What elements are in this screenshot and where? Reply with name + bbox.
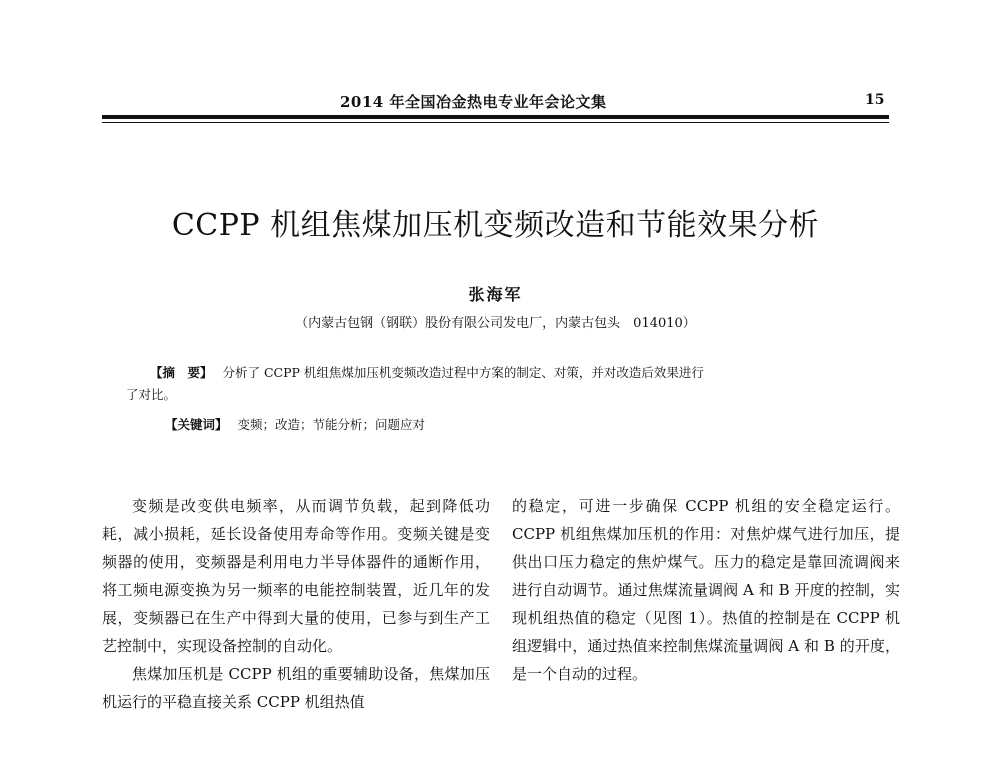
body-paragraph: 变频是改变供电频率，从而调节负载，起到降低功耗，减小损耗，延长设备使用寿命等作用。变频关键是变频器的使用，变频器是利用电力半导体器件的通断作用，将工频电源变换为另一频率的电能控制装置，近几年的发展，变频器已在生产中得到大量的使用，已参与到生产工艺控制中，实现设备控制的自动化。: [102, 497, 490, 655]
author-name: 张海军: [468, 285, 523, 304]
keywords-label: 【关键词】: [165, 417, 228, 432]
header-rule-thin: [102, 122, 889, 123]
body-column-right: [512, 492, 900, 688]
abstract-text-line2: 了对比。: [126, 387, 177, 402]
paper-title: CCPP 机组焦煤加压机变频改造和节能效果分析: [171, 208, 820, 243]
header-rule-thick: [102, 115, 889, 119]
abstract-block: [126, 362, 850, 406]
page-number: 15: [865, 92, 885, 108]
keywords-block: [165, 415, 865, 435]
body-paragraph-continued: 的稳定，可进一步确保 CCPP 机组的安全稳定运行。CCPP 机组焦煤加压机的作用：对焦炉煤气进行加压，提供出口压力稳定的焦炉煤气。压力的稳定是靠回流调阀来进行自动调节。通过焦煤流量调阀 A 和 B 开度的控制，实现机组热值的稳定（见图 1）。热值的控制是在 CCPP 机组逻辑中，通过热值来控制焦煤流量调阀 A 和 B 的开度，是一个自动的过程。: [512, 497, 900, 683]
abstract-text-line1: 分析了 CCPP 机组焦煤加压机变频改造过程中方案的制定、对策，并对改造后效果进行: [222, 365, 704, 380]
body-paragraph: 焦煤加压机是 CCPP 机组的重要辅助设备，焦煤加压机运行的平稳直接关系 CCPP 机组热值: [102, 665, 490, 711]
running-header-journal: 2014 年全国冶金热电专业年会论文集: [340, 93, 607, 111]
abstract-label: 【摘 要】: [150, 365, 213, 380]
body-column-left: [102, 492, 490, 716]
author-affiliation: （内蒙古包钢（钢联）股份有限公司发电厂，内蒙古包头 014010）: [295, 316, 696, 331]
keywords-text: 变频；改造；节能分析；问题应对: [237, 417, 426, 432]
